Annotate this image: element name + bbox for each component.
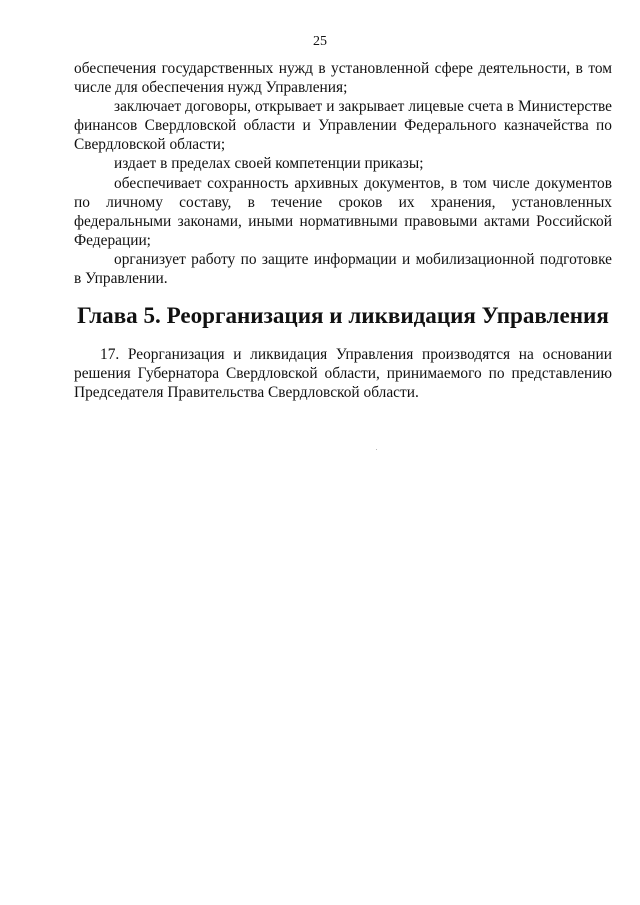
paragraph-security: организует работу по защите информации и мобилизационной подготовке в Управлении. bbox=[74, 250, 612, 288]
document-body bbox=[74, 59, 612, 403]
paragraph-archives: обеспечивает сохранность архивных документов, в том числе документов по личному составу, в течение сроков их хранения, установленных федеральными законами, иными нормативными правовыми актами Российской Федерации; bbox=[74, 174, 612, 249]
scan-speck bbox=[376, 449, 377, 450]
paragraph-continuation: обеспечения государственных нужд в установленной сфере деятельности, в том числе для обеспечения нужд Управления; bbox=[74, 60, 612, 97]
clause-17: 17. Реорганизация и ликвидация Управления производятся на основании решения Губернатора Свердловской области, принимаемого по представлению Председателя Правительства Свердловской области. bbox=[74, 346, 612, 402]
chapter-heading: Глава 5. Реорганизация и ликвидация Управления bbox=[77, 302, 609, 329]
paragraph-orders: издает в пределах своей компетенции приказы; bbox=[114, 155, 424, 173]
paragraph-contracts: заключает договоры, открывает и закрывает лицевые счета в Министерстве финансов Свердловской области и Управлении Федерального казначейства по Свердловской области; bbox=[74, 98, 612, 154]
page-number: 25 bbox=[313, 34, 327, 49]
